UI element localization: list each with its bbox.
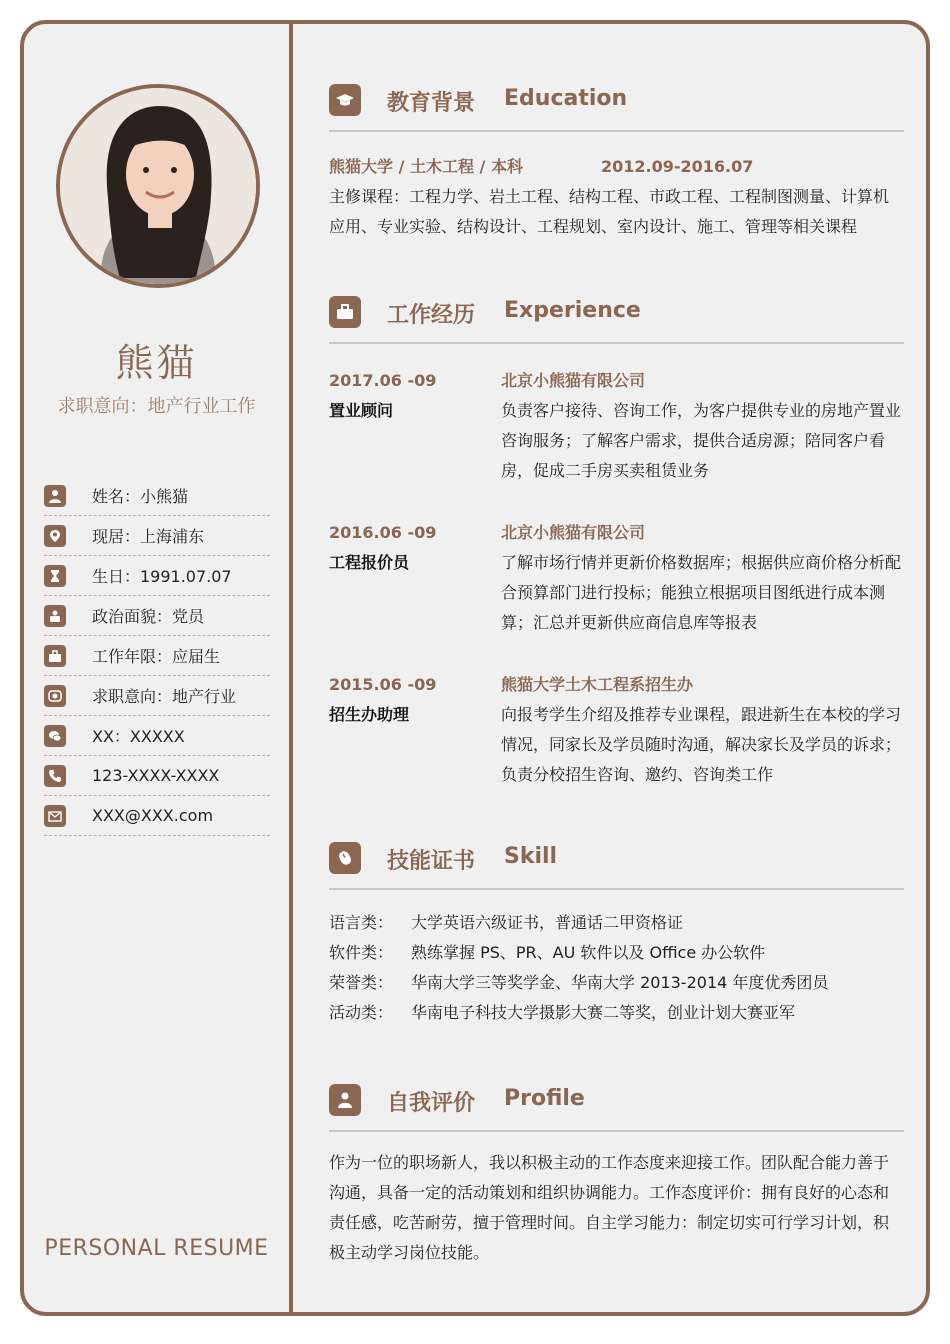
info-text: 生日：1991.07.07 <box>92 567 232 586</box>
section-header <box>329 1084 904 1132</box>
skill-category: 语言类： <box>329 913 394 932</box>
skill-value: 熟练掌握 PS、PR、AU 软件以及 Office 办公软件 <box>411 943 766 962</box>
education-section <box>329 84 904 242</box>
badge-icon <box>44 605 66 627</box>
job-company: 北京小熊猫有限公司 <box>501 371 646 390</box>
job-entry <box>329 670 904 822</box>
info-text: 现居：上海浦东 <box>92 527 205 546</box>
section-header <box>329 84 904 132</box>
skill-row <box>329 908 904 938</box>
job-date: 2016.06 -09 <box>329 523 437 542</box>
person-icon <box>329 1084 361 1116</box>
info-text: 政治面貌：党员 <box>92 607 205 626</box>
section-title-en: Experience <box>504 298 641 323</box>
skill-row <box>329 998 904 1028</box>
skill-value: 华南电子科技大学摄影大赛二等奖，创业计划大赛亚军 <box>411 1003 796 1022</box>
skill-category: 活动类： <box>329 1003 394 1022</box>
job-description: 向报考学生介绍及推荐专业课程，跟进新生在本校的学习情况，同家长及学员随时沟通，解决家长及学员的诉求；负责分校招生咨询、邀约、咨询类工作 <box>501 705 902 784</box>
job-description: 了解市场行情并更新价格数据库；根据供应商价格分析配合预算部门进行投标；能独立根据项目图纸进行成本测算；汇总并更新供应商信息库等报表 <box>501 553 902 632</box>
education-dates: 2012.09-2016.07 <box>601 157 754 176</box>
location-icon <box>44 525 66 547</box>
section-title: 工作经历 <box>387 303 476 328</box>
personal-info-list <box>44 476 270 836</box>
info-item-political <box>44 596 270 636</box>
education-entry <box>329 152 904 182</box>
profile-section <box>329 1084 904 1268</box>
skill-category: 软件类： <box>329 943 394 962</box>
education-degree: 熊猫大学 / 土木工程 / 本科 <box>329 157 523 176</box>
graduation-cap-icon <box>329 84 361 116</box>
job-company: 北京小熊猫有限公司 <box>501 523 646 542</box>
section-header <box>329 842 904 890</box>
info-text: 求职意向：地产行业 <box>92 687 237 706</box>
skill-value: 华南大学三等奖学金、华南大学 2013-2014 年度优秀团员 <box>411 973 829 992</box>
info-text: 姓名：小熊猫 <box>92 487 189 506</box>
job-objective: 求职意向：地产行业工作 <box>57 396 256 417</box>
info-item-objective <box>44 676 270 716</box>
info-item-birthday <box>44 556 270 596</box>
job-entry <box>329 366 904 518</box>
info-item-years <box>44 636 270 676</box>
section-title-en: Education <box>504 86 628 111</box>
mail-icon <box>44 805 66 827</box>
personal-resume-footer: PERSONAL RESUME <box>44 1236 269 1261</box>
skills-section <box>329 842 904 1028</box>
info-text: 123-XXXX-XXXX <box>92 766 220 785</box>
education-courses: 主修课程：工程力学、岩土工程、结构工程、市政工程、工程制图测量、计算机应用、专业实验、结构设计、工程规划、室内设计、施工、管理等相关课程 <box>329 187 890 236</box>
section-title: 自我评价 <box>387 1091 476 1116</box>
person-icon <box>44 485 66 507</box>
phone-icon <box>44 765 66 787</box>
info-text: XXX@XXX.com <box>92 806 214 825</box>
column-divider <box>289 24 293 1312</box>
job-date: 2015.06 -09 <box>329 675 437 694</box>
info-item-email <box>44 796 270 836</box>
briefcase-icon <box>44 645 66 667</box>
wechat-icon <box>44 725 66 747</box>
info-text: XX：XXXXX <box>92 727 185 746</box>
section-title-en: Skill <box>504 844 558 869</box>
info-item-wechat <box>44 716 270 756</box>
avatar <box>56 84 260 288</box>
section-header <box>329 296 904 344</box>
briefcase-icon <box>329 296 361 328</box>
resume-frame <box>20 20 930 1316</box>
camera-icon <box>44 685 66 707</box>
info-item-location <box>44 516 270 556</box>
info-item-phone <box>44 756 270 796</box>
job-role: 工程报价员 <box>329 553 410 572</box>
section-title-en: Profile <box>504 1086 585 1111</box>
job-date: 2017.06 -09 <box>329 371 437 390</box>
job-entry <box>329 518 904 670</box>
experience-section <box>329 296 904 822</box>
info-item-name <box>44 476 270 516</box>
mouse-icon <box>329 842 361 874</box>
skill-row <box>329 938 904 968</box>
job-role: 招生办助理 <box>329 705 410 724</box>
self-evaluation-text: 作为一位的职场新人，我以积极主动的工作态度来迎接工作。团队配合能力善于沟通，具备一定的活动策划和组织协调能力。工作态度评价：拥有良好的心态和责任感，吃苦耐劳，擅于管理时间。自主学习能力：制定切实可行学习计划，积极主动学习岗位技能。 <box>329 1153 890 1262</box>
info-text: 工作年限：应届生 <box>92 647 221 666</box>
job-description: 负责客户接待、咨询工作，为客户提供专业的房地产置业咨询服务；了解客户需求，提供合适房源；陪同客户看房，促成二手房买卖租赁业务 <box>501 401 902 480</box>
section-title: 技能证书 <box>387 849 476 874</box>
candidate-name: 熊猫 <box>115 341 198 385</box>
hourglass-icon <box>44 565 66 587</box>
section-title: 教育背景 <box>387 91 476 116</box>
skill-value: 大学英语六级证书，普通话二甲资格证 <box>411 913 684 932</box>
skill-row <box>329 968 904 998</box>
job-role: 置业顾问 <box>329 401 394 420</box>
portrait-photo <box>60 88 256 284</box>
job-company: 熊猫大学土木工程系招生办 <box>501 675 694 694</box>
skill-category: 荣誉类： <box>329 973 394 992</box>
